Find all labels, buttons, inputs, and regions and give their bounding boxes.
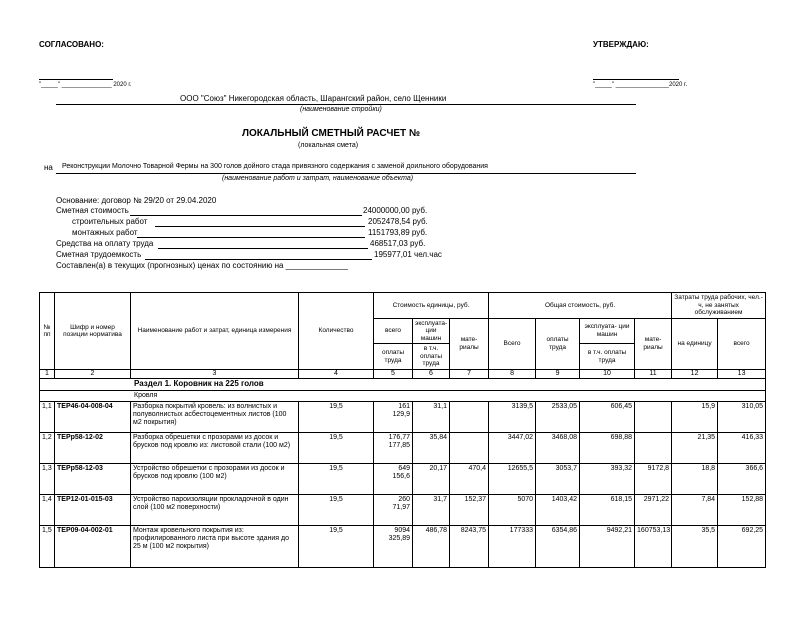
row-unit-all	[374, 402, 413, 433]
row-qty: 19,5	[299, 526, 374, 568]
row-total-machines: 606,45	[580, 402, 635, 433]
subsection-title: Кровля	[40, 391, 766, 402]
table-row	[40, 495, 766, 526]
work-underline	[56, 173, 636, 174]
approve-label: УТВЕРЖДАЮ:	[593, 40, 649, 49]
row-number: 1,5	[40, 526, 55, 568]
estimate-table	[39, 292, 766, 568]
row-labor-per-unit: 7,84	[672, 495, 718, 526]
col-number: 1	[40, 370, 55, 379]
unit-all: 176,77	[388, 434, 410, 441]
row-unit-all	[374, 433, 413, 464]
installation-value: 1151793,89 руб.	[368, 228, 428, 237]
row-qty: 19,5	[299, 402, 374, 433]
row-total-wages: 1403,42	[536, 495, 580, 526]
header-code: Шифр и номер позиции норматива	[55, 293, 131, 370]
row-total-materials: 2971,22	[635, 495, 672, 526]
row-code: ТЕР12-01-015-03	[55, 495, 131, 526]
work-caption: (наименование работ и затрат, наименование объекта)	[222, 175, 414, 182]
col-number: 9	[536, 370, 580, 379]
col-number: 6	[413, 370, 450, 379]
table-row	[40, 402, 766, 433]
col-number: 11	[635, 370, 672, 379]
row-total-wages: 6354,86	[536, 526, 580, 568]
estimate-title-caption: (локальная смета)	[298, 142, 359, 149]
column-numbers-row	[40, 370, 766, 379]
row-name: Монтаж кровельного покрытия из: профилированного листа при высоте здания до 25 м (100 м2 покрытия)	[131, 526, 299, 568]
col-number: 2	[55, 370, 131, 379]
header-all: всего	[374, 318, 413, 344]
row-number: 1,1	[40, 402, 55, 433]
estimate-title: ЛОКАЛЬНЫЙ СМЕТНЫЙ РАСЧЕТ №	[242, 128, 421, 139]
unit-all: 260	[398, 496, 410, 503]
row-total-wages: 2533,05	[536, 402, 580, 433]
row-total: 5070	[489, 495, 536, 526]
row-number: 1,3	[40, 464, 55, 495]
cost-label: Сметная стоимость	[56, 206, 129, 215]
col-number: 4	[299, 370, 374, 379]
header-all2: всего	[718, 318, 766, 370]
unit-wages: 156,6	[392, 473, 410, 480]
row-unit-materials: 152,37	[450, 495, 489, 526]
header-qty: Количество	[299, 293, 374, 370]
unit-wages: 325,89	[388, 535, 410, 542]
header-machines2: эксплуата- ции машин	[580, 318, 635, 344]
row-total: 3139,5	[489, 402, 536, 433]
row-unit-materials	[450, 433, 489, 464]
header-per-unit: на единицу	[672, 318, 718, 370]
row-total-materials: 160753,13	[635, 526, 672, 568]
row-name: Разборка обрешетки с прозорами из досок и брусков под кровлю из: листовой стали (100 м2)	[131, 433, 299, 464]
col-number: 12	[672, 370, 718, 379]
col-number: 7	[450, 370, 489, 379]
row-name: Устройство пароизоляции прокладочной в один слой (100 м2 поверхности)	[131, 495, 299, 526]
signature-line-left	[39, 79, 113, 80]
date-right: "_____" ________________2020 г.	[593, 82, 688, 88]
table-row	[40, 433, 766, 464]
row-labor-per-unit: 15,9	[672, 402, 718, 433]
date-left: "_____" _______________ 2020 г.	[39, 82, 132, 88]
prices-text: Составлен(а) в текущих (прогнозных) ценах по состоянию на ______________	[56, 261, 348, 270]
row-unit-materials: 470,4	[450, 464, 489, 495]
section-title: Раздел 1. Коровник на 225 голов	[40, 379, 766, 391]
col-number: 8	[489, 370, 536, 379]
labor-label: Сметная трудоемкость	[56, 250, 142, 259]
row-qty: 19,5	[299, 433, 374, 464]
header-materials2: мате- риалы	[635, 318, 672, 370]
col-number: 3	[131, 370, 299, 379]
row-total-materials	[635, 433, 672, 464]
header-total: Всего	[489, 318, 536, 370]
row-labor-per-unit: 18,8	[672, 464, 718, 495]
header-labor: Затраты труда рабочих, чел.-ч, не занятых обслуживанием	[672, 293, 766, 319]
header-wages: оплаты труда	[374, 344, 413, 370]
row-labor-per-unit: 21,35	[672, 433, 718, 464]
row-total-wages: 3053,7	[536, 464, 580, 495]
construction-value: 2052478,54 руб.	[368, 217, 428, 226]
row-unit-machines: 31,7	[413, 495, 450, 526]
unit-all: 649	[398, 465, 410, 472]
row-unit-all	[374, 464, 413, 495]
header-name: Наименование работ и затрат, единица измерения	[131, 293, 299, 370]
unit-all: 161	[398, 403, 410, 410]
row-total-machines: 698,88	[580, 433, 635, 464]
row-unit-materials	[450, 402, 489, 433]
row-unit-machines: 486,78	[413, 526, 450, 568]
construction-dots	[155, 226, 365, 227]
header-materials: мате- риалы	[450, 318, 489, 370]
installation-label: монтажных работ	[72, 228, 138, 237]
row-qty: 19,5	[299, 495, 374, 526]
row-total: 12655,5	[489, 464, 536, 495]
row-name: Устройство обрешетки с прозорами из досок и брусков под кровлю (100 м2)	[131, 464, 299, 495]
row-labor-all: 416,33	[718, 433, 766, 464]
header-wages2: оплаты труда	[536, 318, 580, 370]
row-labor-all: 152,88	[718, 495, 766, 526]
row-total: 3447,02	[489, 433, 536, 464]
row-labor-all: 310,05	[718, 402, 766, 433]
row-total-wages: 3468,08	[536, 433, 580, 464]
row-total-materials: 9172,8	[635, 464, 672, 495]
row-unit-materials: 8243,75	[450, 526, 489, 568]
row-unit-all	[374, 495, 413, 526]
row-labor-per-unit: 35,5	[672, 526, 718, 568]
cost-value: 24000000,00 руб.	[363, 206, 428, 215]
row-total-materials	[635, 402, 672, 433]
row-labor-all: 692,25	[718, 526, 766, 568]
row-unit-machines: 35,84	[413, 433, 450, 464]
row-total-machines: 9492,21	[580, 526, 635, 568]
signature-line-right	[593, 79, 679, 80]
row-unit-machines: 20,17	[413, 464, 450, 495]
row-code: ТЕР46-04-008-04	[55, 402, 131, 433]
row-labor-all: 366,6	[718, 464, 766, 495]
unit-wages: 177,85	[388, 442, 410, 449]
row-unit-machines: 31,1	[413, 402, 450, 433]
org-underline	[56, 104, 636, 105]
row-total-machines: 393,32	[580, 464, 635, 495]
row-total: 177333	[489, 526, 536, 568]
wage-dots	[158, 248, 368, 249]
org-line: ООО "Союз" Никегородская область, Шарангский район, село Щенники	[180, 94, 447, 103]
unit-wages: 129,9	[392, 411, 410, 418]
row-number: 1,2	[40, 433, 55, 464]
header-machines: эксплуата- ции машин	[413, 318, 450, 344]
wage-value: 468517,03 руб.	[370, 239, 426, 248]
row-code: ТЕРр58-12-02	[55, 433, 131, 464]
unit-all: 9094	[394, 527, 410, 534]
row-code: ТЕРр58-12-03	[55, 464, 131, 495]
row-code: ТЕР09-04-002-01	[55, 526, 131, 568]
basis-text: Основание: договор № 29/20 от 29.04.2020	[56, 196, 217, 205]
cost-dots	[130, 215, 362, 216]
org-caption: (наименование стройки)	[300, 106, 382, 113]
row-total-machines: 618,15	[580, 495, 635, 526]
row-unit-all	[374, 526, 413, 568]
table-row	[40, 526, 766, 568]
installation-dots	[137, 237, 365, 238]
row-qty: 19,5	[299, 464, 374, 495]
col-number: 10	[580, 370, 635, 379]
wage-label: Средства на оплату труда	[56, 239, 154, 248]
work-name: Реконструкции Молочно Товарной Фермы на 300 голов дойного стада привязного содержания с заменой доильного оборудования	[62, 163, 488, 170]
table-row	[40, 464, 766, 495]
row-number: 1,4	[40, 495, 55, 526]
labor-value: 195977,01 чел.час	[374, 250, 442, 259]
construction-label: строительных работ	[72, 217, 148, 226]
col-number: 13	[718, 370, 766, 379]
agreed-label: СОГЛАСОВАНО:	[39, 40, 104, 49]
header-unit-cost: Стоимость единицы, руб.	[374, 293, 489, 319]
header-total-cost: Общая стоимость, руб.	[489, 293, 672, 319]
on-label: на	[44, 163, 53, 172]
unit-wages: 71,97	[392, 504, 410, 511]
labor-dots	[145, 259, 372, 260]
header-num: № пп	[40, 293, 55, 370]
header-incl-wages2: в т.ч. оплаты труда	[580, 344, 635, 370]
row-name: Разборка покрытий кровель: из волнистых и полуволнистых асбестоцементных листов (100 м2 покрытия)	[131, 402, 299, 433]
col-number: 5	[374, 370, 413, 379]
header-incl-wages: в т.ч. оплаты труда	[413, 344, 450, 370]
